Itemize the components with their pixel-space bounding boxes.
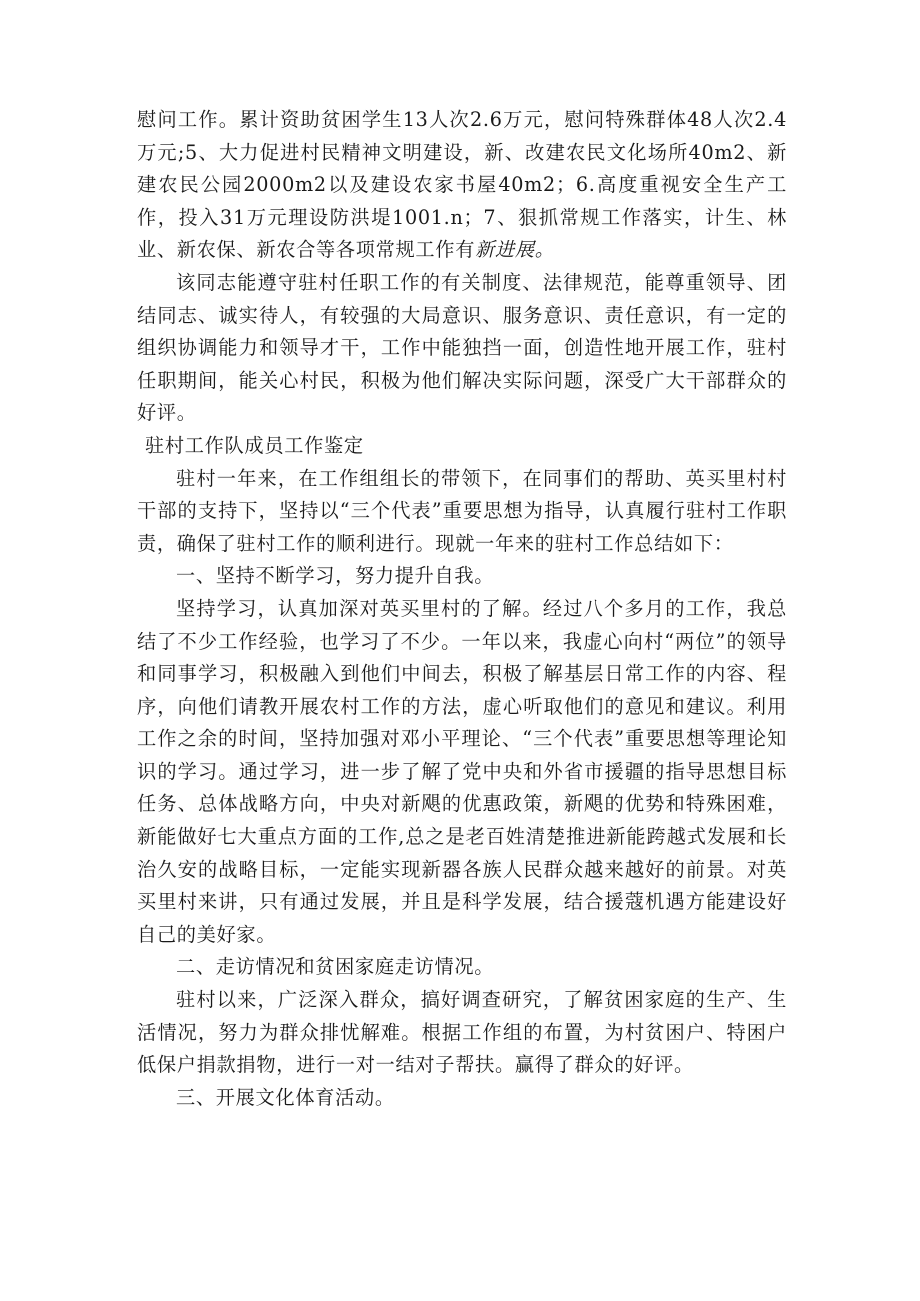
document-title: 驻村工作队成员工作鉴定 [145, 433, 364, 457]
paragraph-continued [137, 104, 787, 267]
document-page [137, 104, 787, 1114]
paragraph-visits: 驻村以来，广泛深入群众，搞好调查研究，了解贫困家庭的生产、生活情况，努力为群众排忧解难。根据工作组的布置，为村贫困户、特困户低保户捐款捐物，进行一对一结对子帮扶。赢得了群众的好评。 [137, 988, 787, 1077]
paragraph-intro: 驻村一年来，在工作组组长的带领下，在同事们的帮助、英买里村村干部的支持下，坚持以“三个代表”重要思想为指导，认真履行驻村工作职责，确保了驻村工作的顺利进行。现就一年来的驻村工作总结如下： [137, 466, 787, 555]
heading-study: 一、坚持不断学习，努力提升自我。 [176, 564, 495, 588]
heading-visits: 二、走访情况和贫困家庭走访情况。 [176, 955, 495, 979]
paragraph-assessment: 该同志能遵守驻村任职工作的有关制度、法律规范，能尊重领导、团结同志、诚实待人，有较强的大局意识、服务意识、责任意识，有一定的组织协调能力和领导才干，工作中能独挡一面，创造性地开展工作，驻村任职期间，能关心村民，积极为他们解决实际问题，深受广大干部群众的好评。 [137, 270, 787, 425]
italic-phrase: 新进展。 [475, 238, 555, 262]
paragraph-text: 慰问工作。累计资助贫困学生13人次2.6万元，慰问特殊群体48人次2.4万元;5、大力促进村民精神文明建设，新、改建农民文化场所40m2、新建农民公园2000m2以及建设农家书屋40m2；6.高度重视安全生产工作，投入31万元理设防洪堤1001.n；7、狠抓常规工作落实，计生、林业、新农保、新农合等各项常规工作有 [137, 108, 787, 262]
heading-activities: 三、开展文化体育活动。 [176, 1085, 395, 1109]
paragraph-study: 坚持学习，认真加深对英买里村的了解。经过八个多月的工作，我总结了不少工作经验，也学习了不少。一年以来，我虚心向村“两位”的领导和同事学习，积极融入到他们中间去，积极了解基层日常工作的内容、程序，向他们请教开展农村工作的方法，虚心听取他们的意见和建议。利用工作之余的时间，坚持加强对邓小平理论、“三个代表”重要思想等理论知识的学习。通过学习，进一步了解了党中央和外省市援疆的指导思想目标任务、总体战略方向，中央对新飓的优惠政策，新飓的优势和特殊困难，新能做好七大重点方面的工作,总之是老百姓清楚推进新能跨越式发展和长治久安的战略目标，一定能实现新器各族人民群众越来越好的前景。对英买里村来讲，只有通过发展，并且是科学发展，结合援蔻机遇方能建设好自己的美好家。 [137, 596, 787, 946]
